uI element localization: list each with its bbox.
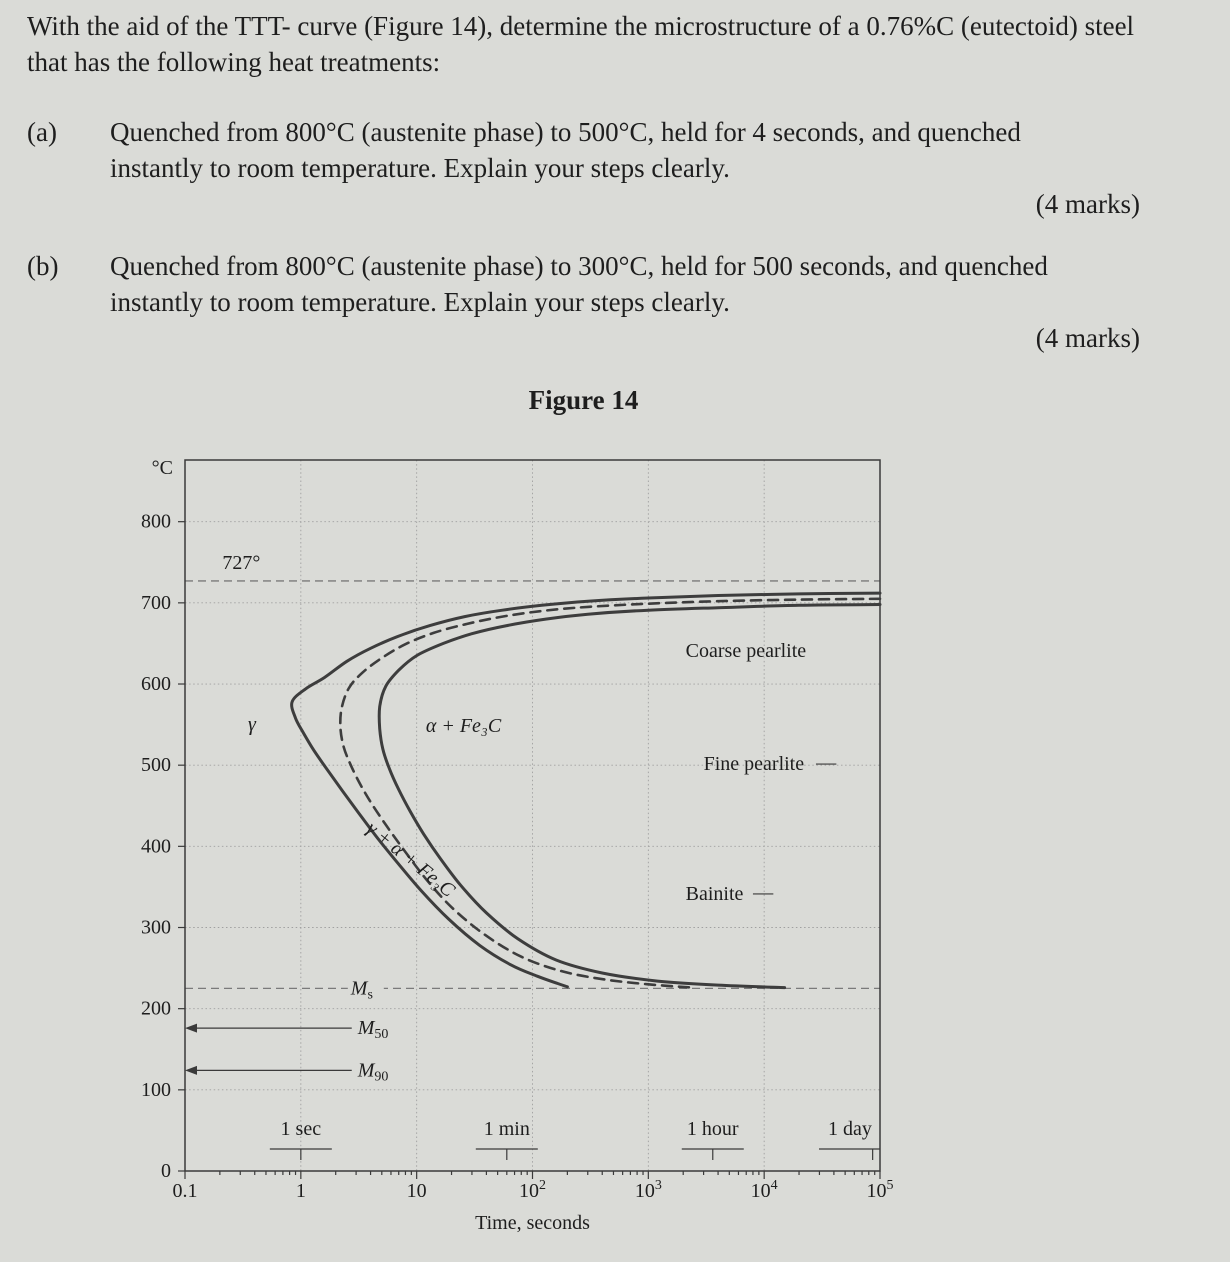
- region-label: γ: [248, 713, 256, 736]
- y-tick-label: 600: [141, 673, 171, 696]
- x-tick-label: $10^4$: [750, 1178, 778, 1202]
- martensite-start-line-label: $M_s$: [350, 977, 373, 1003]
- region-label: Bainite: [685, 882, 744, 905]
- x-tick-label: $10^2$: [519, 1178, 546, 1202]
- x-tick-label: 0.1: [172, 1180, 198, 1202]
- time-marker-label: 1 hour: [686, 1118, 739, 1140]
- time-marker-label: 1 day: [828, 1118, 872, 1140]
- item-b-body: [110, 248, 1140, 356]
- x-tick-label: 1: [295, 1180, 306, 1202]
- y-tick-label: 0: [161, 1160, 171, 1182]
- question-item-a: [27, 114, 1140, 222]
- grid-lines: [185, 460, 880, 1171]
- region-label: γ + α + Fe₃C: [362, 817, 459, 902]
- martensite-annotations: [185, 1017, 388, 1084]
- question-item-b: [27, 248, 1140, 356]
- x-tick-label: 10: [406, 1180, 427, 1202]
- item-a-marks: (4 marks): [1035, 189, 1140, 219]
- martensite-50pct-label: $M_{50}$: [357, 1017, 389, 1043]
- y-tick-label: 700: [141, 591, 171, 614]
- question-intro: With the aid of the TTT- curve (Figure 14), determine the microstructure of a 0.76%C (eutectoid) steel that has the following heat treatments:: [27, 11, 1135, 77]
- item-b-text: Quenched from 800°C (austenite phase) to 300°C, held for 500 seconds, and quenched instantly to room temperature. Explain your steps clearly.: [110, 251, 1048, 317]
- y-tick-label: 300: [141, 916, 171, 939]
- region-label: α + Fe₃C: [425, 714, 502, 737]
- x-tick-label: $10^3$: [634, 1178, 662, 1202]
- x-axis-title: Time, seconds: [475, 1212, 590, 1234]
- y-tick-label: 200: [141, 997, 171, 1020]
- left-arrowhead: [185, 1066, 197, 1075]
- x-tick-label: $10^5$: [866, 1178, 894, 1202]
- item-b-marks: (4 marks): [1035, 323, 1140, 353]
- y-tick-label: 500: [141, 754, 171, 777]
- item-b-label: (b): [27, 251, 59, 281]
- time-marker-label: 1 min: [483, 1118, 530, 1140]
- y-tick-label: 100: [141, 1078, 171, 1101]
- time-marker-label: 1 sec: [280, 1118, 322, 1140]
- item-a-body: [110, 114, 1140, 222]
- region-label: Fine pearlite: [703, 753, 805, 776]
- figure-container: [110, 446, 1140, 1251]
- y-tick-label: 400: [141, 835, 171, 858]
- left-arrowhead: [185, 1024, 197, 1033]
- eutectoid-temperature-line-label: 727°: [222, 551, 261, 574]
- time-scale-markers: [270, 1118, 880, 1160]
- y-axis-unit: °C: [151, 457, 173, 479]
- y-tick-label: 800: [141, 510, 171, 533]
- item-a-label: (a): [27, 117, 57, 147]
- region-label: Coarse pearlite: [685, 640, 807, 663]
- item-a-text: Quenched from 800°C (austenite phase) to 500°C, held for 4 seconds, and quenched instantly to room temperature. Explain your steps clearly.: [110, 117, 1021, 183]
- figure-title: Figure 14: [528, 385, 639, 415]
- ttt-diagram: [110, 446, 960, 1251]
- region-labels: [248, 640, 836, 905]
- martensite-90pct-label: $M_{90}$: [357, 1059, 389, 1085]
